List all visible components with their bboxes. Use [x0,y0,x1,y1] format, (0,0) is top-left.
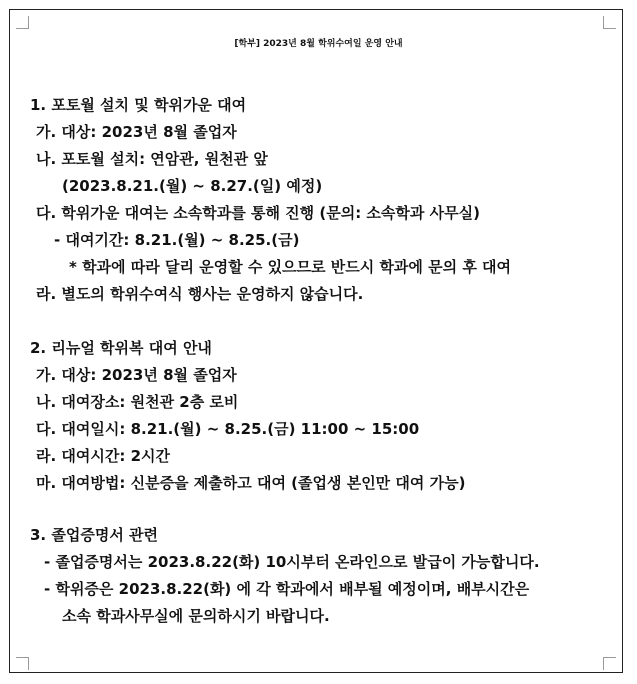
section3-diploma-line1: - 학위증은 2023.8.22(화) 에 각 학과에서 배부될 예정이며, 배부시간은 [44,580,530,598]
section2-duration: 라. 대여시간: 2시간 [36,447,171,465]
crop-mark-bottom-left [16,657,29,670]
section1-no-ceremony: 라. 별도의 학위수여식 행사는 운영하지 않습니다. [36,285,364,303]
section1-rental-note: * 학과에 따라 달리 운영할 수 있으므로 반드시 학과에 문의 후 대여 [69,258,512,276]
section2-location: 나. 대여장소: 원천관 2층 로비 [36,393,239,411]
section1-heading: 1. 포토월 설치 및 학위가운 대여 [30,96,247,114]
section3-diploma-line2: 소속 학과사무실에 문의하시기 바랍니다. [62,607,330,625]
crop-mark-bottom-right [603,657,616,670]
section1-photowall: 나. 포토월 설치: 연암관, 원천관 앞 [36,150,268,168]
section3-heading: 3. 졸업증명서 관련 [30,526,159,544]
section1-target: 가. 대상: 2023년 8월 졸업자 [36,123,237,141]
section1-rental-period: - 대여기간: 8.21.(월) ~ 8.25.(금) [54,231,300,249]
section2-datetime: 다. 대여일시: 8.21.(월) ~ 8.25.(금) 11:00 ~ 15:00 [36,420,420,438]
section1-photowall-date: (2023.8.21.(월) ~ 8.27.(일) 예정) [62,177,323,195]
section2-target: 가. 대상: 2023년 8월 졸업자 [36,366,237,384]
crop-mark-top-right [603,16,616,29]
crop-mark-top-left [16,16,29,29]
section2-method: 마. 대여방법: 신분증을 제출하고 대여 (졸업생 본인만 대여 가능) [36,474,466,492]
section3-certificate: - 졸업증명서는 2023.8.22(화) 10시부터 온라인으로 발급이 가능합니다. [44,553,540,571]
section1-gown-rental: 다. 학위가운 대여는 소속학과를 통해 진행 (문의: 소속학과 사무실) [36,204,480,222]
section2-heading: 2. 리뉴얼 학위복 대여 안내 [30,339,212,357]
page-title: [학부] 2023년 8월 학위수여일 운영 안내 [234,39,403,49]
